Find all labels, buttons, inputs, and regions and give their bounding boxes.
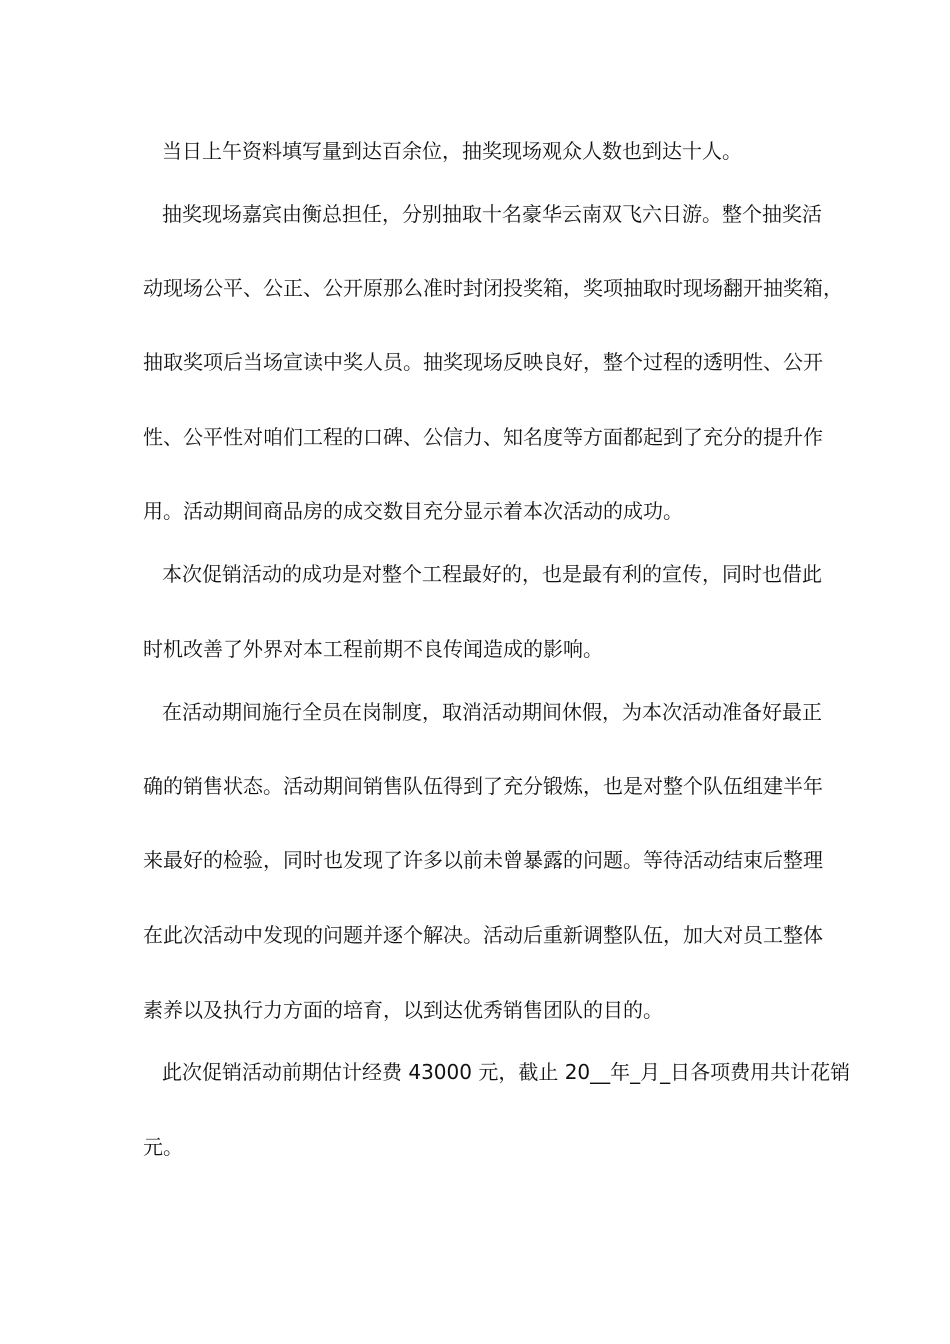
paragraph-2-line-5: 用。活动期间商品房的成交数目充分显示着本次活动的成功。: [143, 499, 683, 523]
paragraph-2-line-1: 抽奖现场嘉宾由衡总担任，分别抽取十名豪华云南双飞六日游。整个抽奖活: [162, 202, 822, 226]
paragraph-2-line-4: 性、公平性对咱们工程的口碑、公信力、知名度等方面都起到了充分的提升作: [143, 425, 823, 449]
paragraph-2-line-2: 动现场公平、公正、公开原那么准时封闭投奖箱，奖项抽取时现场翻开抽奖箱，: [143, 276, 843, 300]
paragraph-4-line-3: 来最好的检验，同时也发现了许多以前未曾暴露的问题。等待活动结束后整理: [143, 848, 823, 872]
paragraph-4-line-2: 确的销售状态。活动期间销售队伍得到了充分锻炼，也是对整个队伍组建半年: [143, 774, 823, 798]
paragraph-5-line-1: 此次促销活动前期估计经费 43000 元，截止 20__年_月_日各项费用共计花销: [162, 1060, 851, 1084]
paragraph-4-line-4: 在此次活动中发现的问题并逐个解决。活动后重新调整队伍，加大对员工整体: [143, 923, 823, 947]
paragraph-4-line-5: 素养以及执行力方面的培育，以到达优秀销售团队的目的。: [143, 998, 663, 1022]
paragraph-2-line-3: 抽取奖项后当场宣读中奖人员。抽奖现场反映良好，整个过程的透明性、公开: [143, 350, 823, 374]
paragraph-1-line-1: 当日上午资料填写量到达百余位，抽奖现场观众人数也到达十人。: [162, 139, 742, 163]
paragraph-3-line-2: 时机改善了外界对本工程前期不良传闻造成的影响。: [143, 637, 603, 661]
paragraph-5-line-2: 元。: [143, 1135, 183, 1159]
paragraph-3-line-1: 本次促销活动的成功是对整个工程最好的，也是最有利的宣传，同时也借此: [162, 562, 822, 586]
paragraph-4-line-1: 在活动期间施行全员在岗制度，取消活动期间休假，为本次活动准备好最正: [162, 700, 822, 724]
